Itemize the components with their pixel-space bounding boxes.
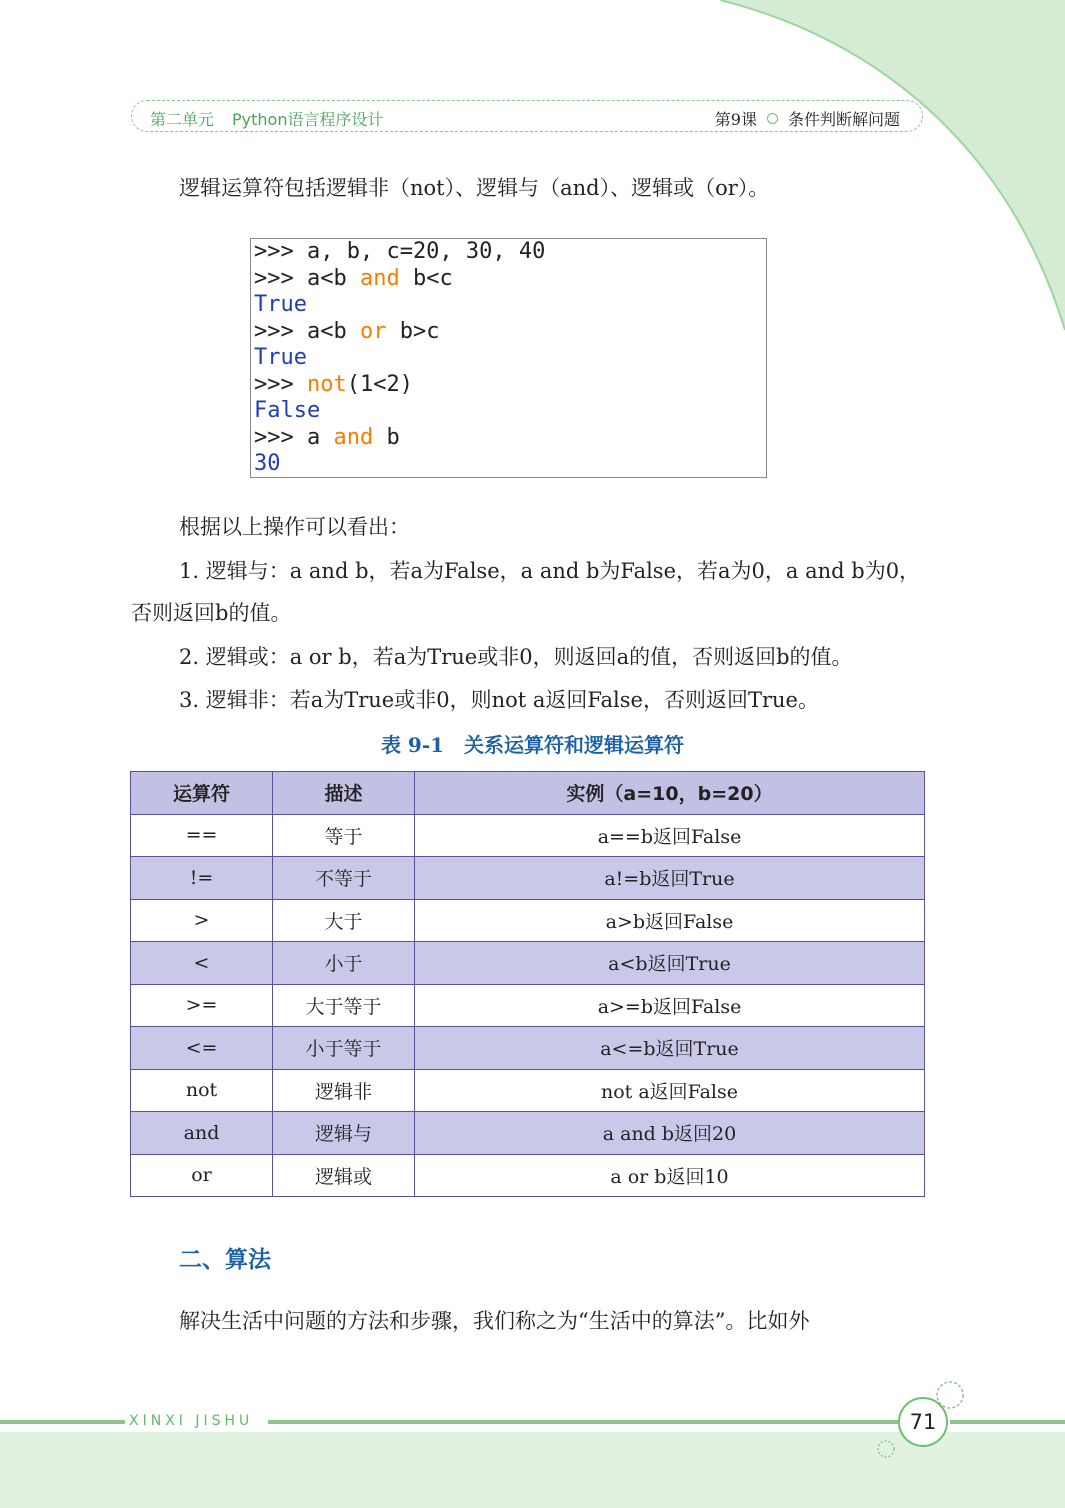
cell-operator: >: [131, 899, 273, 942]
header-description: 描述: [273, 772, 415, 815]
cell-operator: or: [131, 1154, 273, 1197]
code-output: 30: [254, 451, 281, 476]
cell-example: a>=b返回False: [415, 984, 925, 1027]
intro-paragraph: 逻辑运算符包括逻辑非（not）、逻辑与（and）、逻辑或（or）。: [179, 176, 770, 200]
header-lesson-number: 第9课: [714, 110, 757, 129]
cell-operator: <=: [131, 1027, 273, 1070]
cell-example: a or b返回10: [415, 1154, 925, 1197]
header-unit-number: 第二单元: [150, 110, 215, 129]
circle-icon: [767, 113, 778, 124]
table-caption: 表 9-1 关系运算符和逻辑运算符: [380, 733, 685, 757]
footer-series-name: XINXI JISHU: [129, 1413, 254, 1429]
code-line: >>> a<b and b<c: [254, 265, 453, 291]
header-lesson: [715, 107, 900, 130]
cell-description: 逻辑非: [273, 1069, 415, 1112]
table-row: [131, 1112, 925, 1155]
observation-1: 1. 逻辑与：a and b，若a为False，a and b为False，若a为0，a and b为0，: [179, 559, 921, 583]
cell-description: 逻辑与: [273, 1112, 415, 1155]
table-row: [131, 814, 925, 857]
code-line: >>> not(1<2): [254, 371, 413, 397]
table-row: [131, 1069, 925, 1112]
code-line: >>> a<b or b>c: [254, 318, 440, 344]
cell-example: a<=b返回True: [415, 1027, 925, 1070]
cell-operator: and: [131, 1112, 273, 1155]
table-header-row: [131, 772, 925, 815]
table-row: [131, 899, 925, 942]
code-line: >>> a and b: [254, 424, 400, 450]
section-heading: 二、算法: [179, 1246, 271, 1273]
operators-table: [130, 771, 925, 1197]
observation-2: 2. 逻辑或：a or b，若a为True或非0，则返回a的值，否则返回b的值。: [179, 645, 853, 669]
cell-description: 逻辑或: [273, 1154, 415, 1197]
running-header: [131, 100, 923, 132]
cell-operator: ==: [131, 814, 273, 857]
cell-description: 大于等于: [273, 984, 415, 1027]
code-line: >>> a, b, c=20, 30, 40: [254, 239, 546, 264]
cell-operator: not: [131, 1069, 273, 1112]
cell-description: 小于等于: [273, 1027, 415, 1070]
cell-operator: >=: [131, 984, 273, 1027]
closing-paragraph: 解决生活中问题的方法和步骤，我们称之为“生活中的算法”。比如外: [179, 1309, 810, 1333]
table-row: [131, 1154, 925, 1197]
table-row: [131, 857, 925, 900]
cell-description: 大于: [273, 899, 415, 942]
code-output: True: [254, 345, 307, 370]
observation-1-cont: 否则返回b的值。: [131, 601, 292, 625]
cell-example: a<b返回True: [415, 942, 925, 985]
header-unit: [150, 107, 383, 130]
code-output: True: [254, 292, 307, 317]
code-block: [250, 238, 767, 478]
header-unit-title: Python语言程序设计: [232, 110, 384, 129]
cell-description: 不等于: [273, 857, 415, 900]
header-operator: 运算符: [131, 772, 273, 815]
table-row: [131, 984, 925, 1027]
observation-lead: 根据以上操作可以看出：: [179, 515, 410, 539]
table-row: [131, 1027, 925, 1070]
cell-example: a>b返回False: [415, 899, 925, 942]
observation-3: 3. 逻辑非：若a为True或非0，则not a返回False，否则返回True。: [179, 688, 819, 712]
table-row: [131, 942, 925, 985]
cell-example: not a返回False: [415, 1069, 925, 1112]
cell-example: a!=b返回True: [415, 857, 925, 900]
cell-description: 等于: [273, 814, 415, 857]
cell-example: a and b返回20: [415, 1112, 925, 1155]
cell-operator: !=: [131, 857, 273, 900]
page-number: 71: [898, 1397, 948, 1447]
cell-operator: <: [131, 942, 273, 985]
header-lesson-title: 条件判断解问题: [787, 110, 900, 129]
code-output: False: [254, 398, 321, 423]
cell-description: 小于: [273, 942, 415, 985]
header-example: 实例（a=10，b=20）: [415, 772, 925, 815]
cell-example: a==b返回False: [415, 814, 925, 857]
